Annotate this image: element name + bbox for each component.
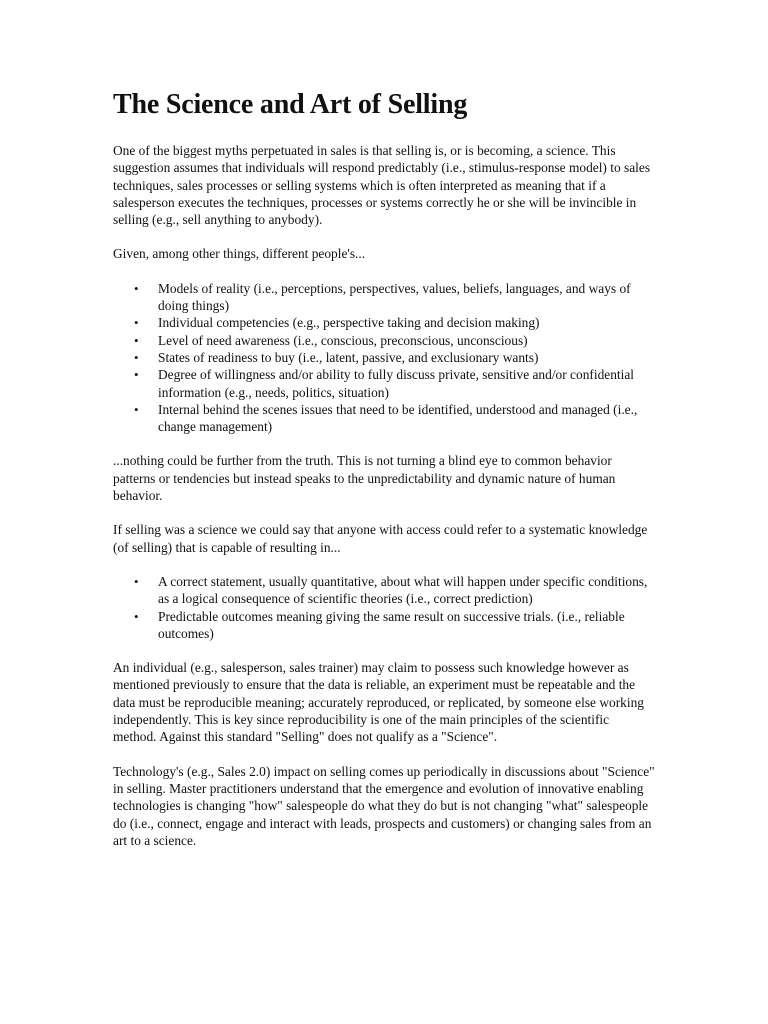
paragraph-given: Given, among other things, different people's... [113, 246, 366, 262]
list-item-text: Predictable outcomes meaning giving the same result on successive trials. (i.e., reliable outcomes) [158, 608, 625, 641]
paragraph-truth: ...nothing could be further from the truth. This is not turning a blind eye to common behavior patterns or tendencies but instead speaks to the unpredictability and dynamic nature of human behavior. [113, 453, 616, 504]
list-item [134, 366, 655, 401]
bullet-list-outcomes [113, 573, 655, 642]
list-item [134, 332, 655, 349]
bullet-icon: • [134, 401, 139, 417]
document-page [113, 88, 655, 866]
bullet-icon: • [134, 280, 139, 296]
bullet-icon: • [134, 315, 139, 331]
list-item [134, 401, 655, 436]
bullet-icon: • [134, 608, 139, 624]
list-item [134, 280, 655, 315]
paragraph-reproducibility: An individual (e.g., salesperson, sales trainer) may claim to possess such knowledge however as mentioned previously to ensure that the data is reliable, an experiment must be repeatable and the data must be reproducible meaning; accurately reproduced, or replicated, by someone else working independently. This is key since reproducibility is one of the main principles of the scientific method. Against this standard "Selling" does not qualify as a "Science". [113, 660, 644, 745]
list-item [134, 349, 655, 366]
bullet-icon: • [134, 573, 139, 589]
list-item-text: Models of reality (i.e., perceptions, perspectives, values, beliefs, languages, and ways of doing things) [158, 280, 631, 314]
document-title: The Science and Art of Selling [113, 89, 468, 120]
list-item-text: A correct statement, usually quantitative, about what will happen under specific conditions, as a logical consequence of scientific theories (i.e., correct prediction) [158, 573, 648, 607]
paragraph-science: If selling was a science we could say that anyone with access could refer to a systematic knowledge (of selling) that is capable of resulting in... [113, 522, 648, 555]
list-item [134, 608, 655, 643]
list-item [134, 314, 655, 331]
list-item-text: Level of need awareness (i.e., conscious, preconscious, unconscious) [158, 332, 528, 348]
bullet-icon: • [134, 349, 139, 365]
list-item-text: Degree of willingness and/or ability to fully discuss private, sensitive and/or confidential information (e.g., needs, politics, situation) [158, 367, 635, 400]
bullet-icon: • [134, 367, 139, 383]
bullet-list-differences [113, 280, 655, 436]
bullet-icon: • [134, 332, 139, 348]
list-item-text: Internal behind the scenes issues that need to be identified, understood and managed (i.e., change management) [158, 401, 638, 435]
list-item-text: States of readiness to buy (i.e., latent, passive, and exclusionary wants) [158, 349, 539, 365]
paragraph-intro: One of the biggest myths perpetuated in sales is that selling is, or is becoming, a science. This suggestion assumes that individuals will respond predictably (i.e., stimulus-response model) to sales techniques, sales processes or selling systems which is often interpreted as meaning that if a salesperson executes the techniques, processes or systems correctly he or she will be invincible in selling (e.g., sell anything to anybody). [113, 143, 651, 228]
list-item-text: Individual competencies (e.g., perspective taking and decision making) [158, 315, 540, 331]
paragraph-technology: Technology's (e.g., Sales 2.0) impact on selling comes up periodically in discussions about "Science" in selling. Master practitioners understand that the emergence and evolution of innovative enabling technologies is changing "how" salespeople do what they do but is not changing "what" salespeople do (i.e., connect, engage and interact with leads, prospects and customers) or changing sales from an art to a science. [113, 763, 655, 848]
list-item [134, 573, 655, 608]
